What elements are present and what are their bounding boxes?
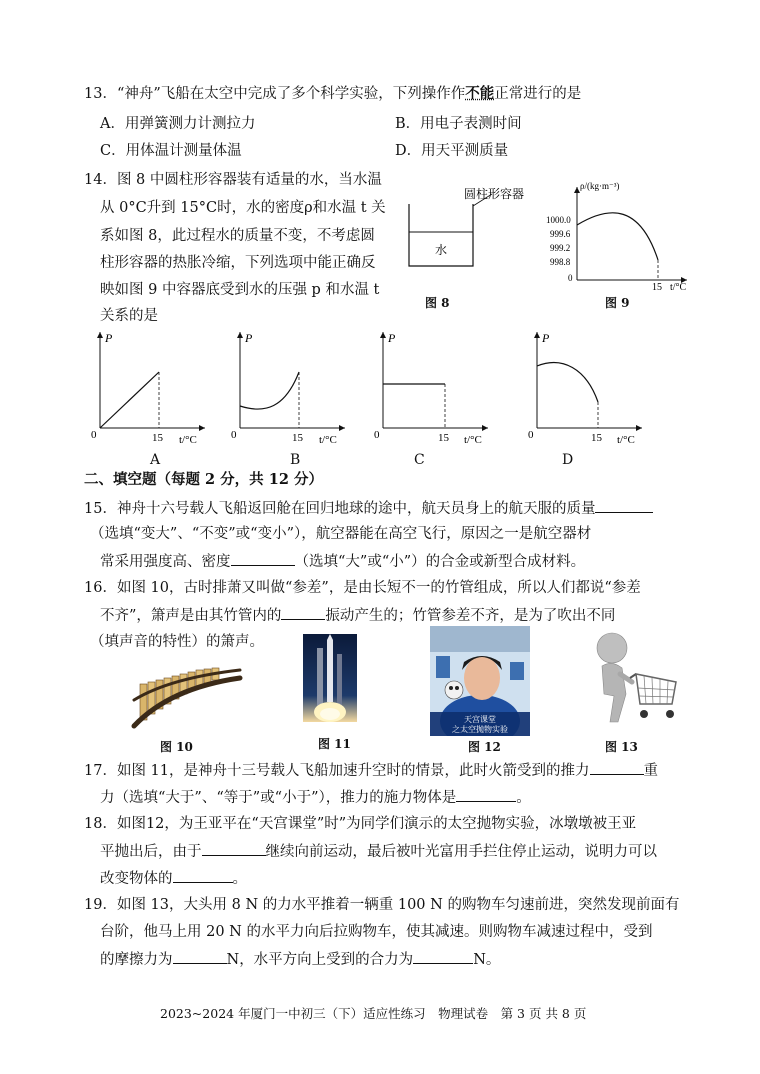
q13-option-d: D．用天平测质量: [395, 143, 509, 159]
option-a-label: A: [150, 452, 161, 468]
fig9-xlabel: t/°C: [670, 282, 687, 293]
q17-blank-1: [590, 760, 644, 775]
q16-line-2: 不齐”，箫声是由其竹管内的 振动产生的；竹管参差不齐，是为了吹出不同: [100, 605, 615, 626]
option-d-graph: [522, 328, 652, 443]
fig10-caption: 图 10: [160, 740, 193, 754]
fig11-caption: 图 11: [318, 737, 351, 751]
q18-blank-2: [173, 868, 233, 883]
q14-line-5: 映如图 9 中容器底受到水的压强 p 和水温 t: [100, 282, 380, 298]
figure-10-pan-flute: [130, 660, 245, 735]
q13-emphasis: 不能: [465, 85, 495, 102]
q19-blank-2: [413, 949, 473, 964]
q19-line-3: 的摩擦力为 N，水平方向上受到的合力为 N。: [100, 949, 500, 970]
section-2-title: 二、填空题（每题 2 分，共 12 分）: [84, 471, 323, 488]
fig9-ytick-3: 999.2: [550, 243, 571, 253]
svg-text:P: P: [245, 331, 253, 345]
svg-text:t/°C: t/°C: [179, 434, 197, 443]
q16-line-1: 16．如图 10，古时排萧又叫做“参差”，是由长短不一的竹管组成，所以人们都说“参差: [84, 580, 641, 596]
svg-text:15: 15: [292, 432, 303, 443]
q18-line-3: 改变物体的 。: [100, 868, 247, 889]
q19-line-1: 19．如图 13，大头用 8 N 的力水平推着一辆重 100 N 的购物车匀速前进，突然发现前面有: [84, 897, 680, 913]
page-footer: 2023~2024 年厦门一中初三（下）适应性练习 物理试卷 第 3 页 共 8 页: [160, 1006, 587, 1021]
fig9-origin: 0: [568, 273, 573, 283]
svg-text:0: 0: [91, 429, 97, 441]
q15-line-1: 15．神舟十六号载人飞船返回舱在回归地球的途中，航天员身上的航天服的质量: [84, 498, 653, 519]
svg-text:15: 15: [152, 432, 163, 443]
svg-text:15: 15: [438, 432, 449, 443]
q13-option-a: A．用弹簧测力计测拉力: [100, 116, 256, 132]
fig8-water-label: 水: [435, 243, 448, 257]
svg-text:t/°C: t/°C: [617, 434, 635, 443]
svg-text:P: P: [542, 331, 550, 345]
q18-line-1: 18．如图12，为王亚平在“天宫课堂”时”为同学们演示的太空抛物实验，冰墩墩被王亚: [84, 816, 637, 832]
svg-text:15: 15: [591, 432, 602, 443]
option-b-label: B: [290, 452, 301, 468]
fig8-caption: 图 8: [425, 296, 450, 310]
q13-option-b: B．用电子表测时间: [395, 116, 522, 132]
fig9-ytick-1: 1000.0: [546, 215, 571, 225]
figure-12-astronaut: [430, 626, 530, 736]
svg-text:0: 0: [231, 429, 237, 441]
q17-line-1: 17．如图 11，是神舟十三号载人飞船加速升空时的情景，此时火箭受到的推力 重: [84, 760, 658, 781]
q16-blank-1: [281, 605, 325, 620]
q15-line-3: 常采用强度高、密度 （选填“大”或“小”）的合金或新型合成材料。: [100, 551, 585, 572]
q13-option-c: C．用体温计测量体温: [100, 143, 242, 159]
figure-13-shopping-cart: [592, 630, 680, 730]
q13-stem: 13．“神舟”飞船在太空中完成了多个科学实验，下列操作作不能正常进行的是: [84, 85, 582, 102]
fig13-caption: 图 13: [605, 740, 638, 754]
option-c-label: C: [414, 452, 425, 468]
svg-text:P: P: [105, 331, 113, 345]
fig9-ylabel: ρ/(kg·m⁻³): [580, 181, 620, 191]
fig12-caption: 图 12: [468, 740, 501, 754]
svg-text:0: 0: [528, 429, 534, 441]
option-c-graph: [368, 328, 498, 443]
figure-9-graph: [540, 175, 700, 295]
fig12-overlay-line-1: 天宫课堂: [464, 715, 496, 724]
figure-8-container: [400, 180, 540, 300]
fig9-ytick-2: 999.6: [550, 229, 571, 239]
q19-line-2: 台阶，他马上用 20 N 的水平力向后拉购物车，使其减速。则购物车减速过程中，受到: [100, 924, 653, 940]
q14-line-3: 系如图 8，此过程水的质量不变，不考虑圆: [100, 228, 375, 244]
q18-line-2: 平抛出后，由于 继续向前运动，最后被叶光富用手拦住停止运动，说明力可以: [100, 841, 657, 862]
q15-blank-1: [595, 498, 653, 513]
svg-text:t/°C: t/°C: [464, 434, 482, 443]
fig8-container-label: 圆柱形容器: [464, 187, 525, 201]
fig9-xtick: 15: [652, 282, 662, 293]
q14-line-6: 关系的是: [100, 308, 158, 324]
q14-line-1: 14．图 8 中圆柱形容器装有适量的水，当水温: [84, 172, 382, 188]
option-b-graph: [225, 328, 355, 443]
q18-blank-1: [202, 841, 266, 856]
option-a-graph: [85, 328, 215, 443]
option-d-label: D: [562, 452, 574, 468]
q17-line-2: 力（选填“大于”、“等于”或“小于”），推力的施力物体是 。: [100, 787, 531, 808]
fig12-overlay-line-2: 之太空抛物实验: [452, 725, 508, 734]
q14-line-4: 柱形容器的热胀冷缩，下列选项中能正确反: [100, 255, 376, 271]
q17-blank-2: [456, 787, 516, 802]
q14-line-2: 从 0°C升到 15°C时，水的密度ρ和水温 t 关: [100, 200, 386, 216]
q15-blank-2: [231, 551, 295, 566]
fig9-ytick-4: 998.8: [550, 257, 571, 267]
fig9-caption: 图 9: [605, 296, 630, 310]
figure-11-rocket-launch: [303, 634, 357, 722]
q19-blank-1: [173, 949, 227, 964]
q16-line-3: （填声音的特性）的箫声。: [90, 634, 264, 650]
q15-line-2: （选填“变大”、“不变”或“变小”），航空器能在高空飞行，原因之一是航空器材: [90, 526, 592, 542]
svg-text:0: 0: [374, 429, 380, 441]
svg-text:t/°C: t/°C: [319, 434, 337, 443]
svg-text:P: P: [388, 331, 396, 345]
